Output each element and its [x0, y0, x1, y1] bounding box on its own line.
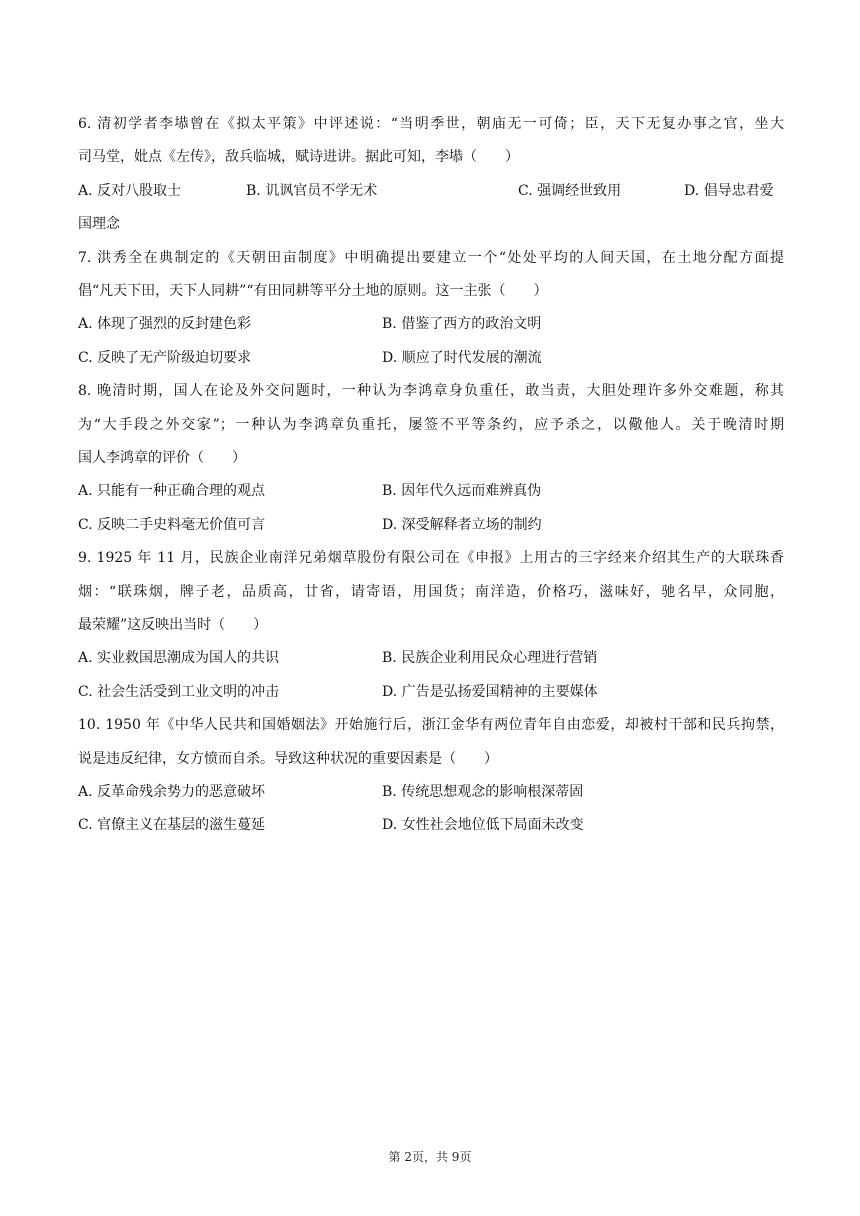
question-10: [78, 709, 784, 843]
option-a: A. 反对八股取士: [78, 182, 182, 199]
options-row: [78, 809, 784, 842]
question-6: [78, 108, 784, 242]
option-b: B. 传统思想观念的影响根深蒂固: [382, 784, 584, 801]
option-a: A. 实业救国思潮成为国人的共识: [78, 650, 280, 667]
option-c: C. 社会生活受到工业文明的冲击: [78, 683, 280, 700]
option-a: A. 反革命残余势力的恶意破坏: [78, 784, 266, 801]
options-row: [78, 475, 784, 508]
option-d: D. 倡导忠君爱: [684, 182, 774, 199]
option-c: C. 官僚主义在基层的滋生蔓延: [78, 817, 266, 834]
question-list: [78, 108, 784, 843]
option-b: B. 因年代久远而难辨真伪: [382, 483, 542, 500]
page-number-footer: 第 2页，共 9页: [388, 1150, 472, 1164]
question-stem-line: 9. 1925 年 11 月，民族企业南洋兄弟烟草股份有限公司在《申报》上用古的三字经来介绍其生产的大联珠香: [78, 550, 784, 567]
question-stem-line: 国人李鸿章的评价（ ）: [78, 450, 246, 467]
options-row: [78, 175, 784, 208]
question-stem-line: 8. 晚清时期，国人在论及外交问题时，一种认为李鸿章身负重任，敢当责，大胆处理许多外交难题，称其: [78, 383, 784, 400]
question-stem-line: 6. 清初学者李塨曾在《拟太平策》中评述说：“当明季世，朝庙无一可倚；臣，天下无复办事之官，坐大: [78, 116, 784, 132]
question-stem-line: 说是违反纪律，女方愤而自杀。导致这种状况的重要因素是（ ）: [78, 750, 498, 767]
option-d: D. 深受解释者立场的制约: [382, 516, 542, 533]
question-stem-line: 10. 1950 年《中华人民共和国婚姻法》开始施行后，浙江金华有两位青年自由恋爱，却被村干部和民兵拘禁，: [78, 717, 784, 734]
option-d: D. 顺应了时代发展的潮流: [382, 349, 542, 366]
option-d: D. 女性社会地位低下局面未改变: [382, 817, 584, 834]
option-c: C. 强调经世致用: [518, 182, 622, 199]
options-row: [78, 342, 784, 375]
options-row: [78, 776, 784, 809]
question-7: [78, 242, 784, 376]
option-c: C. 反映二手史料毫无价值可言: [78, 516, 266, 533]
question-9: [78, 542, 784, 709]
option-b: B. 民族企业利用民众心理进行营销: [382, 650, 598, 667]
option-b: B. 借鉴了西方的政治文明: [382, 316, 542, 333]
options-row: [78, 676, 784, 709]
option-b: B. 讥讽官员不学无术: [246, 182, 378, 199]
question-stem-line: 烟：“联珠烟，牌子老，品质高，廿省，请寄语，用国货；南洋造，价格巧，滋味好，驰名早，众同胞，: [78, 583, 784, 600]
question-8: [78, 375, 784, 542]
options-row: [78, 509, 784, 542]
option-c: C. 反映了无产阶级迫切要求: [78, 349, 252, 366]
option-a: A. 体现了强烈的反封建色彩: [78, 316, 252, 333]
option-continuation: 国理念: [78, 216, 120, 233]
option-a: A. 只能有一种正确合理的观点: [78, 483, 266, 500]
options-row: [78, 308, 784, 341]
question-stem-line: 最荣耀”这反映出当时（ ）: [78, 617, 268, 634]
options-row: [78, 642, 784, 675]
question-stem-line: 倡“凡天下田，天下人同耕”“有田同耕等平分土地的原则。这一主张（ ）: [78, 283, 548, 300]
option-d: D. 广告是弘扬爱国精神的主要媒体: [382, 683, 598, 700]
question-stem-line: 为“大手段之外交家”；一种认为李鸿章负重托，屡签不平等条约，应予杀之，以儆他人。关于晚清时期: [78, 416, 784, 433]
question-stem-line: 司马堂，妣点《左传》，敌兵临城，赋诗进讲。据此可知，李塨（ ）: [78, 149, 519, 166]
question-stem-line: 7. 洪秀全在典制定的《天朝田亩制度》中明确提出要建立一个“处处平均的人间天国，在土地分配方面提: [78, 249, 784, 266]
